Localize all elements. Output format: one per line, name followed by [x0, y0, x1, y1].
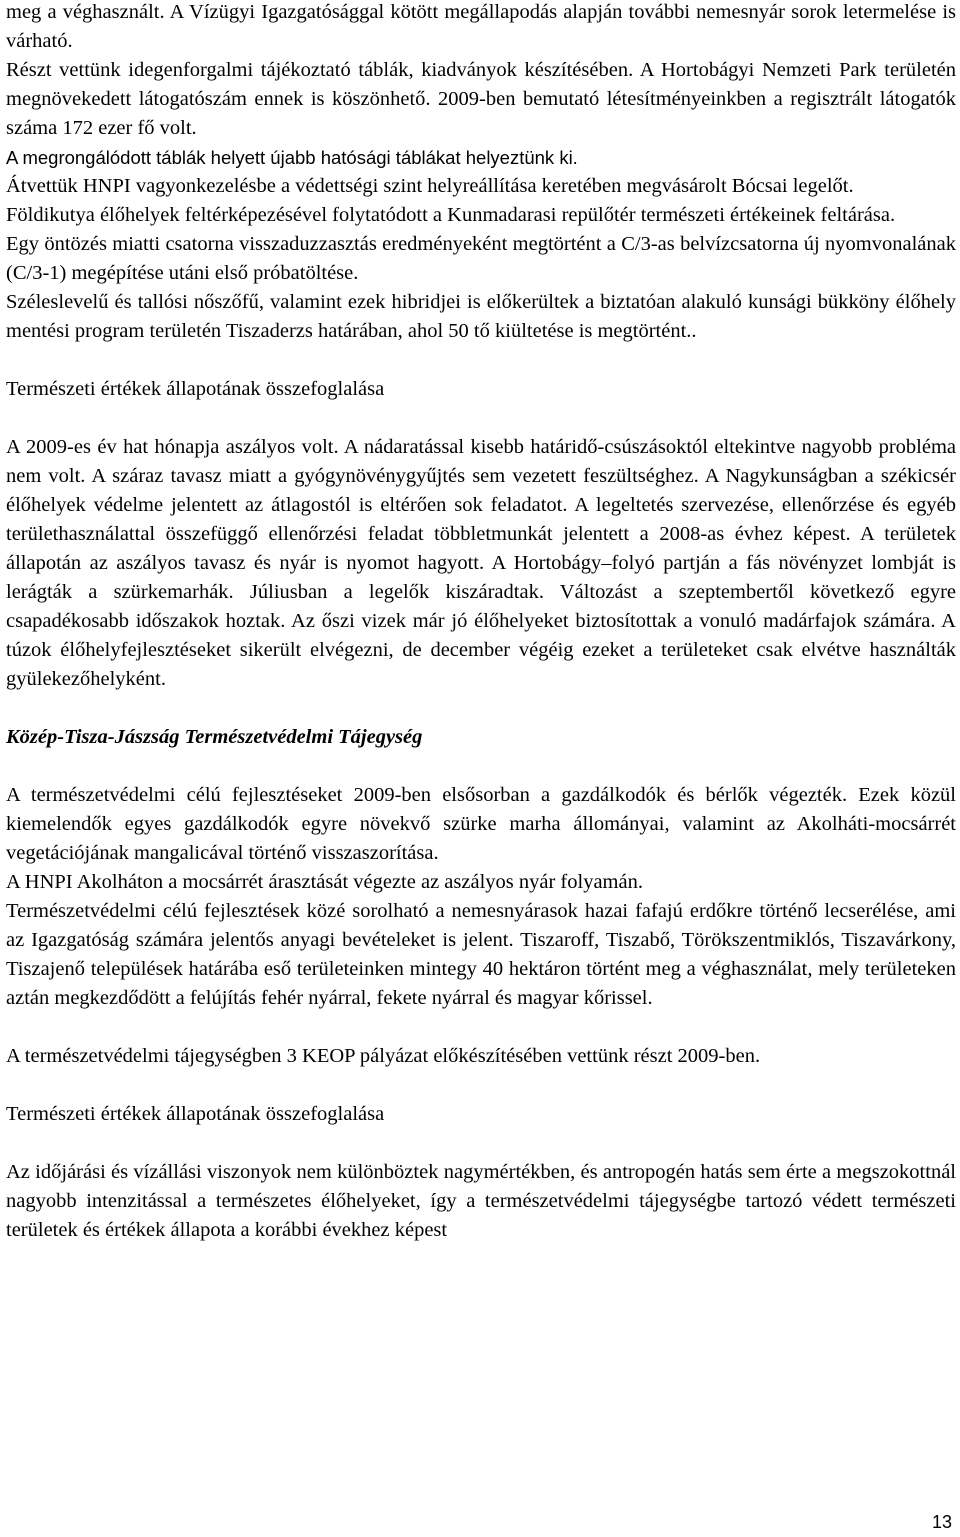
spacer — [6, 694, 956, 723]
heading-nature-status-summary-2: Természeti értékek állapotának összefoglalása — [6, 1103, 385, 1125]
paragraph-forest-replacement: Természetvédelmi célú fejlesztések közé sorolható a nemesnyárasok hazai fafajú erdőkre történő lecserélése, ami az Igazgatóság számára jelentős anyagi bevételeket is jelent. Tiszaroff, Tiszabő, Törökszentmiklós, Tiszavárkony, Tiszajenő települések határába eső területeinken mintegy 40 hektáron történt meg a véghasználat, mely területeken aztán megkezdődött a felújítás fehér nyárral, fekete nyárral és magyar kőrissel. — [6, 900, 956, 1009]
paragraph-developments: A természetvédelmi célú fejlesztéseket 2009-ben elsősorban a gazdálkodók és bérlők végezték. Ezek közül kiemelendők egyes gazdálkodók egyre növekvő szürke marha állományai, valamint az Akolháti-mocsárrét vegetációjának mangalicával történő visszaszorítása. — [6, 784, 956, 864]
paragraph-tourism-signs: Részt vettünk idegenforgalmi tájékoztató táblák, kiadványok készítésében. A Hortobágyi Nemzeti Park területén megnövekedett látogatószám ennek is köszönhető. 2009-ben bemutató létesítményeinkben a regisztrált látogatók száma 172 ezer fő volt. — [6, 59, 956, 139]
spacer — [6, 346, 956, 375]
spacer — [6, 404, 956, 433]
paragraph-drought-year: A 2009-es év hat hónapja aszályos volt. A nádaratással kisebb határidő-csúszásoktól eltekintve nagyobb probléma nem volt. A száraz tavasz miatt a gyógynövénygyűjtés sem vezetett feszültséghez. A Nagykunságban a székicsér élőhelyek védelme jelentett az átlagostól is eltérően sok feladatot. A legeltetés szervezése, ellenőrzése és egyéb területhasználattal összefüggő ellenőrzési feladat többletmunkát jelentett a 2008-as évhez képest. A területek állapotán az aszályos tavasz és nyár is nyomot hagyott. A Hortobágy–folyó partján a fás növényzet lombját is lerágták a szürkemarhák. Júliusban a legelők kiszáradtak. Változást a szeptembertől következő egyre csapadékosabb időszakok hoztak. Az őszi vizek már jó élőhelyeket biztosítottak a vonuló madárfajok számára. A túzok élőhelyfejlesztéseket sikerült elvégezni, de december végéig ezeket a területeket csak elvétve használták gyülekezőhelyként. — [6, 436, 956, 690]
paragraph-damaged-signs: A megrongálódott táblák helyett újabb hatósági táblákat helyeztünk ki. — [6, 147, 578, 168]
page-number: 13 — [931, 1512, 952, 1532]
paragraph-keop: A természetvédelmi tájegységben 3 KEOP pályázat előkészítésében vettünk részt 2009-ben. — [6, 1045, 761, 1067]
heading-nature-status-summary-1: Természeti értékek állapotának összefoglalása — [6, 378, 385, 400]
paragraph-weather-conditions: Az időjárási és vízállási viszonyok nem különböztek nagymértékben, és antropogén hatás sem érte a megszokottnál nagyobb intenzitással a természetes élőhelyeket, így a természetvédelmi tájegységbe tartozó védett természeti területek és értékek állapota a korábbi évekhez képest — [6, 1161, 956, 1241]
spacer — [6, 1013, 956, 1042]
paragraph-orchids: Széleslevelű és tallósi nőszőfű, valamint ezek hibridjei is előkerültek a biztatóan alakuló kunsági bükköny élőhely mentési program területén Tiszaderzs határában, ahol 50 tő kiültetése is megtörtént.. — [6, 291, 956, 342]
section-title-kozep-tisza: Közép-Tisza-Jászság Természetvédelmi Tájegység — [6, 726, 423, 748]
spacer — [6, 1071, 956, 1100]
document-page — [6, 0, 956, 1245]
paragraph-canal: Egy öntözés miatti csatorna visszaduzzasztás eredményeként megtörtént a C/3-as belvízcsatorna új nyomvonalának (C/3-1) megépítése utáni első próbatöltése. — [6, 233, 956, 284]
spacer — [6, 752, 956, 781]
paragraph-akolhat-flooding: A HNPI Akolháton a mocsárrét árasztását végezte az aszályos nyár folyamán. — [6, 871, 643, 893]
paragraph-mole-rat: Földikutya élőhelyek feltérképezésével folytatódott a Kunmadarasi repülőtér természeti értékeinek feltárása. — [6, 204, 896, 226]
spacer — [6, 1129, 956, 1158]
paragraph-poplar-harvest: meg a véghasznált. A Vízügyi Igazgatósággal kötött megállapodás alapján további nemesnyár sorok letermelése is várható. — [6, 1, 956, 52]
paragraph-bocsai-pasture: Átvettük HNPI vagyonkezelésbe a védettségi szint helyreállítása keretében megvásárolt Bócsai legelőt. — [6, 175, 854, 197]
